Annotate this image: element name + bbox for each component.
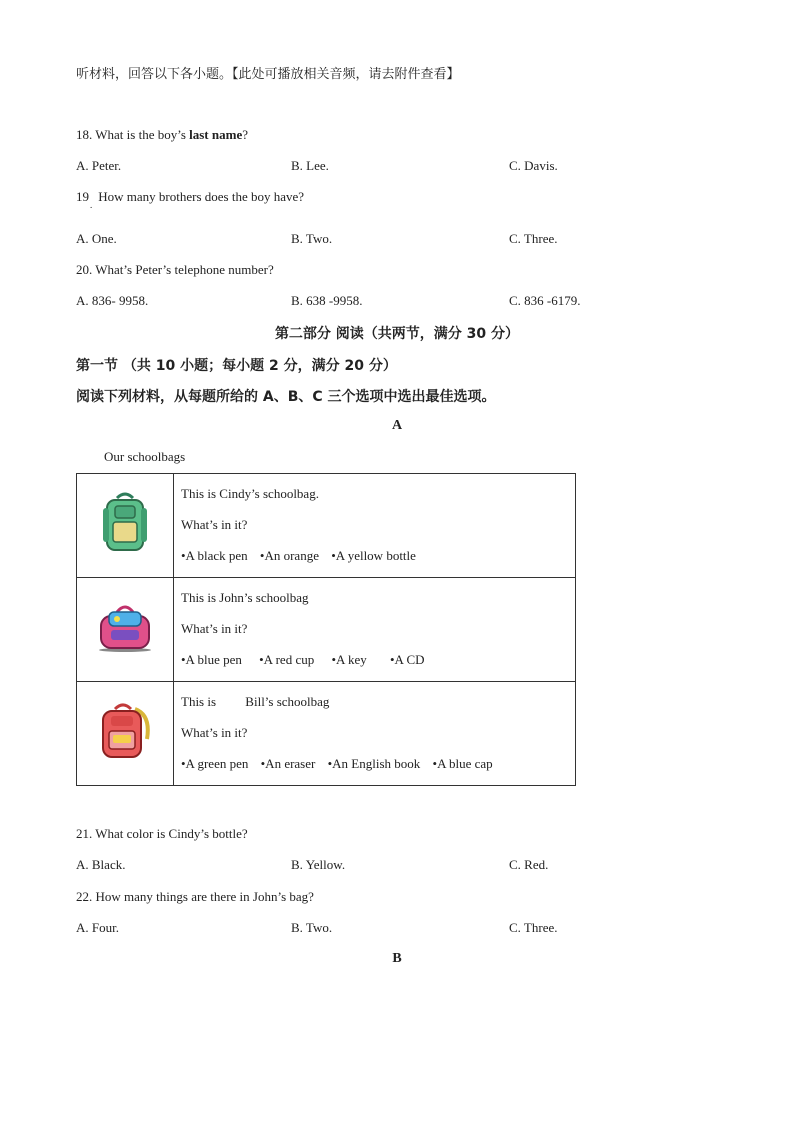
bag-image-cell [77,474,174,578]
question-20: 20. What’s Peter’s telephone number? [76,262,274,277]
q20-option-c: C. 836 -6179. [509,293,581,308]
bag-items-line [181,536,575,567]
passage-a-label: A [391,418,403,433]
bag-description-cell [174,578,576,682]
reading-instructions: 阅读下列材料，从每题所给的 A、B、C 三个选项中选出最佳选项。 [76,389,496,405]
bag-item: •A black pen [181,548,248,563]
green-backpack-icon [101,490,149,556]
question-18 [76,127,248,143]
bag-question-line: What’s in it? [181,517,248,532]
bag-item: •An orange [259,548,319,563]
bag-item: •A yellow bottle [331,548,416,563]
bag-owner-line [181,682,575,713]
bag-owner-line: This is John’s schoolbag [181,590,309,605]
q20-option-a: A. 836- 9958. [76,293,149,308]
q21-option-b: B. Yellow. [291,857,346,872]
bag-owner-name: Bill’s schoolbag [245,694,330,709]
question-18-stem-end: ? [242,127,249,142]
bag-description-cell [174,682,576,786]
bag-item: •A green pen [181,756,249,771]
section1-heading: 第一节 （共 10 小题；每小题 2 分，满分 20 分） [76,358,397,374]
bag-image-cell [77,578,174,682]
bag-items-line [181,744,575,775]
bag-item: •An eraser [260,756,316,771]
q18-option-b: B. Lee. [291,158,329,173]
question-19-stem: How many brothers does the boy have? [98,189,305,204]
listening-intro: 听材料，回答以下各小题。【此处可播放相关音频，请去附件查看】 [76,67,460,82]
q22-option-a: A. Four. [76,920,119,935]
passage-b-label: B [392,951,402,966]
bag-question-line: What’s in it? [181,621,248,636]
question-18-stem: 18. What is the boy’s [76,127,190,142]
table-title: Our schoolbags [104,449,186,464]
q21-option-a: A. Black. [76,857,126,872]
bag-image-cell [77,682,174,786]
q18-option-a: A. Peter. [76,158,122,173]
table-row [77,682,576,786]
schoolbag-table [76,473,576,786]
q21-option-c: C. Red. [509,857,549,872]
q19-option-a: A. One. [76,231,117,246]
question-22: 22. How many things are there in John’s bag? [76,889,314,904]
bag-item: •An English book [327,756,421,771]
question-19-number: 19 [76,189,89,204]
q18-option-c: C. Davis. [509,158,558,173]
bag-description-cell [174,474,576,578]
q19-option-b: B. Two. [291,231,333,246]
q22-option-c: C. Three. [509,920,558,935]
red-backpack-icon [97,701,153,761]
bag-items-line [181,640,575,671]
table-row [77,474,576,578]
pink-blue-bag-icon [97,602,153,652]
bag-item: •A blue pen [181,652,242,667]
q22-option-b: B. Two. [291,920,333,935]
bag-item: •A CD [389,652,425,667]
q19-dot-mark: . [90,200,93,210]
question-19 [76,189,304,205]
part2-heading: 第二部分 阅读（共两节，满分 30 分） [274,326,520,342]
question-18-keyword: last name [189,127,243,142]
bag-item: •A blue cap [432,756,493,771]
question-21: 21. What color is Cindy’s bottle? [76,826,248,841]
q20-option-b: B. 638 -9958. [291,293,363,308]
bag-question-line: What’s in it? [181,725,248,740]
q19-option-c: C. Three. [509,231,558,246]
table-row [77,578,576,682]
bag-owner-line: This is Cindy’s schoolbag. [181,486,319,501]
bag-item: •A red cup [259,652,315,667]
bag-owner-prefix: This is [181,694,217,709]
bag-item: •A key [331,652,367,667]
